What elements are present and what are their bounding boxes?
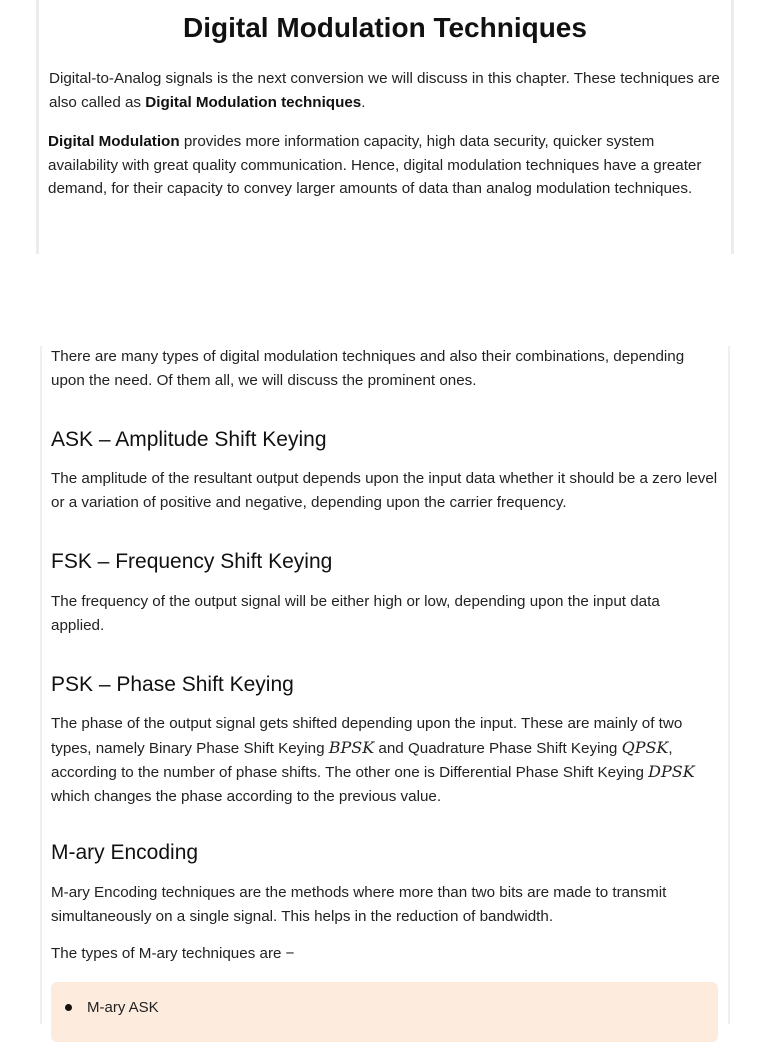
types-intro-paragraph: There are many types of digital modulation techniques and also their combinations, depending upon the need. Of them all, we will discuss the prominent ones. <box>51 348 685 389</box>
mary-types-paragraph: The types of M-ary techniques are − <box>51 945 295 962</box>
psk-text-3: , according to the number of phase shifts. The other one is Differential Phase Shift Keying <box>51 739 673 781</box>
math-bpsk: BPSK <box>328 737 375 757</box>
math-qpsk: QPSK <box>621 737 669 757</box>
list-item-label: M-ary ASK <box>87 999 159 1016</box>
intro-bold-term-2: Digital Modulation <box>48 133 180 150</box>
mary-paragraph: M-ary Encoding techniques are the methods where more than two bits are made to transmit simultaneously on a single signal. This helps in the reduction of bandwidth. <box>51 884 667 925</box>
fsk-paragraph: The frequency of the output signal will be either high or low, depending upon the input data applied. <box>51 593 660 634</box>
intro-paragraph-2 <box>48 130 724 201</box>
intro-text: Digital-to-Analog signals is the next conversion we will discuss in this chapter. These techniques are also called as <box>49 70 720 111</box>
ask-heading: ASK – Amplitude Shift Keying <box>51 428 327 451</box>
intro-text-end: . <box>361 93 366 111</box>
psk-heading: PSK – Phase Shift Keying <box>51 673 294 696</box>
top-content-card <box>36 0 734 254</box>
intro-text-2: provides more information capacity, high data security, quicker system availability with great quality communication. Hence, digital modulation techniques have a greater demand, for their capacity to convey larger amounts of data than analog modulation techniques. <box>48 133 702 197</box>
fsk-heading: FSK – Frequency Shift Keying <box>51 550 333 573</box>
list-item <box>65 999 159 1016</box>
psk-paragraph <box>51 712 716 808</box>
mary-types-list-box <box>51 982 718 1042</box>
psk-text-1: The phase of the output signal gets shifted depending upon the input. These are mainly of two types, namely Binary Phase Shift Keying <box>51 715 683 757</box>
psk-text-2: and Quadrature Phase Shift Keying <box>374 739 622 757</box>
bullet-icon <box>65 1004 72 1011</box>
page-title: Digital Modulation Techniques <box>183 12 587 43</box>
psk-text-4: which changes the phase according to the previous value. <box>51 787 442 805</box>
intro-bold-term: Digital Modulation techniques <box>145 93 362 111</box>
ask-paragraph: The amplitude of the resultant output depends upon the input data whether it should be a zero level or a variation of positive and negative, depending upon the carrier frequency. <box>51 470 718 511</box>
math-dpsk: DPSK <box>648 762 695 781</box>
intro-paragraph-1 <box>49 67 729 114</box>
mary-heading: M-ary Encoding <box>51 841 199 864</box>
